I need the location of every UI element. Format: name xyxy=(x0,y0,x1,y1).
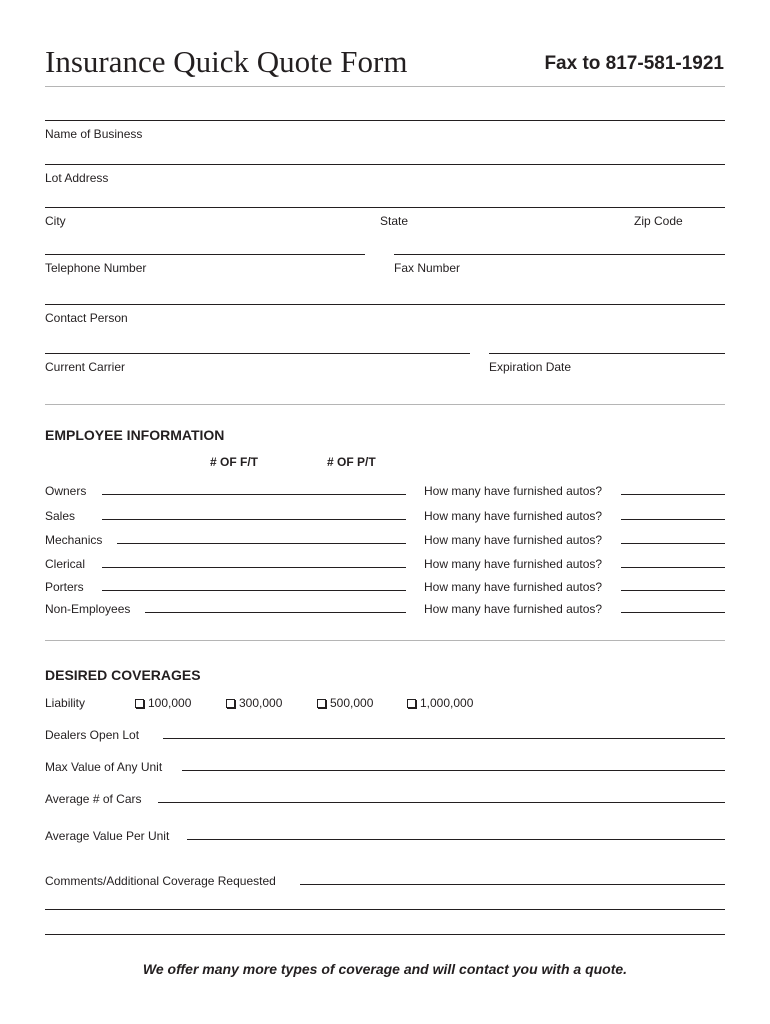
column-header-ft: # OF F/T xyxy=(210,455,258,469)
column-header-pt: # OF P/T xyxy=(327,455,376,469)
expiration-date-field[interactable] xyxy=(489,353,725,354)
business-name-field[interactable] xyxy=(45,120,725,121)
furnished-autos-label: How many have furnished autos? xyxy=(424,533,603,547)
current-carrier-field[interactable] xyxy=(45,353,470,354)
employee-row-label: Non-Employees xyxy=(45,602,131,616)
business-name-label: Name of Business xyxy=(45,127,143,141)
mechanics-furnished-autos-field[interactable] xyxy=(621,543,725,544)
employee-info-heading: EMPLOYEE INFORMATION xyxy=(45,427,225,443)
desired-coverages-heading: DESIRED COVERAGES xyxy=(45,667,201,683)
contact-person-label: Contact Person xyxy=(45,311,128,325)
furnished-autos-label: How many have furnished autos? xyxy=(424,580,603,594)
page-title: Insurance Quick Quote Form xyxy=(45,44,408,79)
checkbox-icon xyxy=(226,699,235,708)
porters-furnished-autos-field[interactable] xyxy=(621,590,725,591)
owners-count-field[interactable] xyxy=(102,494,406,495)
fax-number-header: Fax to 817-581-1921 xyxy=(544,53,724,74)
liability-option-1m[interactable] xyxy=(407,696,473,710)
employee-row-label: Porters xyxy=(45,580,84,594)
max-value-label: Max Value of Any Unit xyxy=(45,760,163,774)
employee-row-label: Owners xyxy=(45,484,87,498)
telephone-label: Telephone Number xyxy=(45,261,147,275)
clerical-count-field[interactable] xyxy=(102,567,406,568)
liability-option-label: 1,000,000 xyxy=(420,696,474,710)
employee-row-label: Mechanics xyxy=(45,533,103,547)
average-value-field[interactable] xyxy=(187,839,725,840)
checkbox-icon xyxy=(407,699,416,708)
liability-option-500k[interactable] xyxy=(317,696,373,710)
employee-row-label: Sales xyxy=(45,509,76,523)
lot-address-label: Lot Address xyxy=(45,171,109,185)
fax-field[interactable] xyxy=(394,254,725,255)
liability-option-300k[interactable] xyxy=(226,696,282,710)
dealers-open-lot-field[interactable] xyxy=(163,738,725,739)
current-carrier-label: Current Carrier xyxy=(45,360,126,374)
employee-row-label: Clerical xyxy=(45,557,86,571)
checkbox-icon xyxy=(135,699,144,708)
contact-person-field[interactable] xyxy=(45,304,725,305)
non-employees-count-field[interactable] xyxy=(145,612,406,613)
furnished-autos-label: How many have furnished autos? xyxy=(424,602,603,616)
liability-option-100k[interactable] xyxy=(135,696,191,710)
checkbox-icon xyxy=(317,699,326,708)
porters-count-field[interactable] xyxy=(102,590,406,591)
expiration-date-label: Expiration Date xyxy=(489,360,572,374)
average-value-label: Average Value Per Unit xyxy=(45,829,170,843)
zip-code-label: Zip Code xyxy=(634,214,683,228)
comments-field-line-3[interactable] xyxy=(45,934,725,935)
sales-count-field[interactable] xyxy=(102,519,406,520)
header-divider xyxy=(45,86,725,87)
lot-address-field[interactable] xyxy=(45,164,725,165)
comments-field-line-2[interactable] xyxy=(45,909,725,910)
average-cars-label: Average # of Cars xyxy=(45,792,142,806)
section-divider xyxy=(45,640,725,641)
furnished-autos-label: How many have furnished autos? xyxy=(424,557,603,571)
liability-option-label: 100,000 xyxy=(148,696,192,710)
clerical-furnished-autos-field[interactable] xyxy=(621,567,725,568)
city-label: City xyxy=(45,214,66,228)
section-divider xyxy=(45,404,725,405)
comments-label: Comments/Additional Coverage Requested xyxy=(45,874,276,888)
max-value-field[interactable] xyxy=(182,770,725,771)
liability-option-label: 500,000 xyxy=(330,696,374,710)
comments-field[interactable] xyxy=(300,884,725,885)
non-employees-furnished-autos-field[interactable] xyxy=(621,612,725,613)
state-label: State xyxy=(380,214,409,228)
mechanics-count-field[interactable] xyxy=(117,543,406,544)
liability-option-label: 300,000 xyxy=(239,696,283,710)
owners-furnished-autos-field[interactable] xyxy=(621,494,725,495)
furnished-autos-label: How many have furnished autos? xyxy=(424,484,603,498)
dealers-open-lot-label: Dealers Open Lot xyxy=(45,728,140,742)
liability-label: Liability xyxy=(45,696,86,710)
telephone-field[interactable] xyxy=(45,254,365,255)
furnished-autos-label: How many have furnished autos? xyxy=(424,509,603,523)
average-cars-field[interactable] xyxy=(158,802,725,803)
fax-label: Fax Number xyxy=(394,261,461,275)
city-state-zip-field[interactable] xyxy=(45,207,725,208)
footer-note: We offer many more types of coverage and will contact you with a quote. xyxy=(142,961,628,977)
sales-furnished-autos-field[interactable] xyxy=(621,519,725,520)
